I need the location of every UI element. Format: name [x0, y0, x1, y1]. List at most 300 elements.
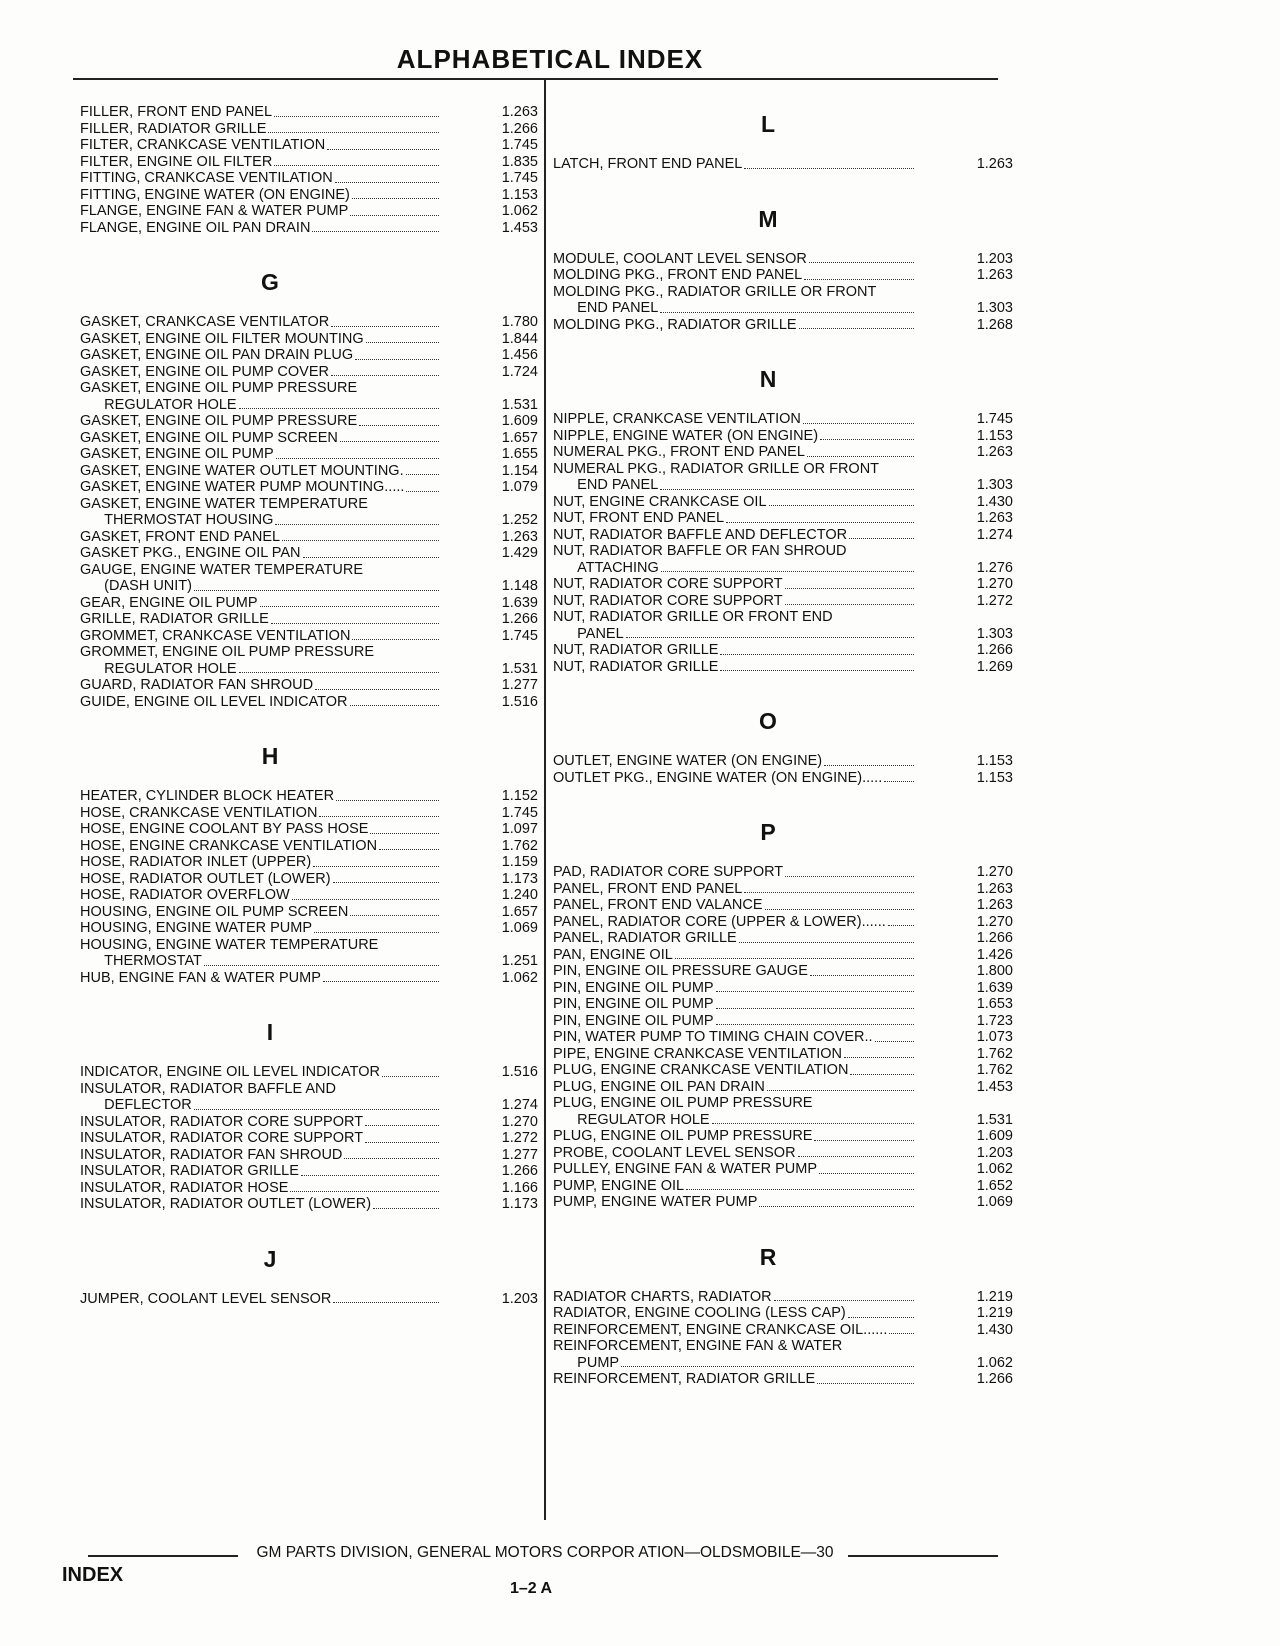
index-entry: [80, 1196, 538, 1213]
dot-leader: [340, 441, 439, 442]
entry-page-ref: 1.426: [976, 946, 1013, 963]
index-right-column: [553, 96, 1013, 1414]
index-entry: [80, 578, 538, 595]
entry-page-ref: 1.097: [501, 821, 538, 837]
entry-page-ref: 1.203: [976, 1144, 1013, 1161]
dot-leader: [336, 800, 439, 801]
index-entry: [553, 1046, 1013, 1063]
entry-page-ref: 1.272: [976, 592, 1013, 609]
entry-page-ref: 1.745: [501, 804, 538, 821]
entry-page-ref: 1.159: [501, 854, 538, 870]
dot-leader: [785, 876, 914, 877]
index-entry: [80, 661, 538, 678]
entry-page-ref: 1.263: [976, 880, 1013, 897]
entry-text: GASKET, ENGINE OIL PUMP PRESSURE: [80, 413, 358, 429]
entry-page-ref: 1.723: [976, 1012, 1013, 1029]
index-entry: [80, 104, 538, 121]
entry-page-ref: 1.252: [501, 512, 538, 528]
entry-text: HOSE, ENGINE CRANKCASE VENTILATION: [80, 837, 378, 854]
entry-text: OUTLET, ENGINE WATER (ON ENGINE): [553, 753, 823, 769]
dot-leader: [373, 1208, 439, 1209]
footer-section-label: INDEX: [62, 1564, 124, 1586]
entry-page-ref: 1.079: [501, 479, 538, 495]
index-entry: [80, 887, 538, 904]
section-letter: H: [261, 743, 279, 769]
entry-text: NUT, ENGINE CRANKCASE OIL: [553, 493, 767, 510]
index-entry: [553, 543, 1013, 560]
index-entry: [553, 156, 1013, 173]
dot-leader: [661, 571, 914, 572]
dot-leader: [798, 1156, 914, 1157]
dot-leader: [716, 1024, 914, 1025]
entry-text: FLANGE, ENGINE OIL PAN DRAIN: [80, 219, 311, 236]
index-entry: [553, 510, 1013, 527]
index-entry: [80, 170, 538, 187]
entry-text: INSULATOR, RADIATOR CORE SUPPORT: [80, 1113, 364, 1130]
dot-leader: [888, 925, 914, 926]
entry-page-ref: 1.073: [976, 1029, 1013, 1045]
entry-page-ref: 1.745: [501, 137, 538, 153]
entry-page-ref: 1.453: [976, 1078, 1013, 1095]
entry-page-ref: 1.762: [501, 837, 538, 854]
dot-leader: [819, 1173, 914, 1174]
entry-page-ref: 1.148: [501, 578, 538, 594]
index-entry: [80, 413, 538, 430]
entry-text: GROMMET, CRANKCASE VENTILATION: [80, 627, 351, 644]
entry-text: NIPPLE, CRANKCASE VENTILATION: [553, 411, 801, 427]
dot-leader: [333, 882, 439, 883]
entry-text: PIN, WATER PUMP TO TIMING CHAIN COVER..: [553, 1029, 873, 1045]
footer-rule-right: [848, 1555, 998, 1557]
dot-leader: [785, 588, 914, 589]
index-entry: [553, 881, 1013, 898]
index-entry: [80, 137, 538, 154]
index-entry: [553, 267, 1013, 284]
dot-leader: [844, 1057, 914, 1058]
index-entry: [80, 1130, 538, 1147]
index-entry: [80, 1064, 538, 1081]
section-letter: I: [266, 1019, 274, 1045]
index-entry: [553, 930, 1013, 947]
page-title: ALPHABETICAL INDEX: [396, 44, 704, 74]
index-entry: [553, 864, 1013, 881]
dot-leader: [720, 670, 914, 671]
dot-leader: [365, 1142, 439, 1143]
dot-leader: [767, 1090, 914, 1091]
entry-text: MOLDING PKG., RADIATOR GRILLE OR FRONT: [553, 283, 877, 300]
index-entry: [80, 595, 538, 612]
index-entry: [553, 593, 1013, 610]
dot-leader: [406, 474, 439, 475]
index-section: [80, 1012, 538, 1213]
index-entry: [553, 996, 1013, 1013]
dot-leader: [312, 231, 439, 232]
entry-page-ref: 1.653: [976, 996, 1013, 1012]
dot-leader: [352, 198, 439, 199]
footer-rule-left: [88, 1555, 238, 1557]
index-section: [80, 104, 538, 236]
entry-text: PANEL, RADIATOR GRILLE: [553, 930, 737, 946]
section-letter: N: [759, 366, 777, 392]
entry-text: REGULATOR HOLE: [553, 1111, 710, 1128]
index-entry: [553, 1305, 1013, 1322]
index-entry: [80, 628, 538, 645]
entry-text: HOUSING, ENGINE WATER PUMP: [80, 920, 313, 936]
index-entry: [80, 953, 538, 970]
entry-page-ref: 1.453: [501, 219, 538, 236]
entry-page-ref: 1.780: [501, 314, 538, 330]
entry-text: HOUSING, ENGINE OIL PUMP SCREEN: [80, 903, 349, 920]
index-entry: [553, 300, 1013, 317]
entry-page-ref: 1.251: [501, 953, 538, 969]
section-letter: P: [760, 819, 776, 845]
index-section: [80, 1239, 538, 1308]
index-entry: [80, 154, 538, 171]
dot-leader: [271, 623, 439, 624]
entry-text: PUMP, ENGINE OIL: [553, 1177, 685, 1194]
dot-leader: [333, 1302, 439, 1303]
dot-leader: [194, 590, 439, 591]
dot-leader: [726, 522, 914, 523]
dot-leader: [739, 942, 914, 943]
dot-leader: [292, 899, 439, 900]
entry-page-ref: 1.270: [976, 913, 1013, 930]
entry-text: FILLER, RADIATOR GRILLE: [80, 120, 267, 137]
index-section: [553, 1237, 1013, 1388]
entry-text: INSULATOR, RADIATOR HOSE: [80, 1179, 289, 1196]
entry-text: MOLDING PKG., FRONT END PANEL: [553, 267, 803, 283]
index-entry: [80, 1081, 538, 1098]
dot-leader: [268, 132, 439, 133]
index-section: [553, 199, 1013, 334]
index-entry: [553, 659, 1013, 676]
entry-page-ref: 1.263: [501, 528, 538, 545]
entry-page-ref: 1.154: [501, 462, 538, 479]
entry-text: INSULATOR, RADIATOR GRILLE: [80, 1163, 299, 1179]
entry-page-ref: 1.609: [501, 413, 538, 429]
entry-page-ref: 1.430: [976, 493, 1013, 510]
entry-text: GUIDE, ENGINE OIL LEVEL INDICATOR: [80, 693, 348, 710]
entry-text: HUB, ENGINE FAN & WATER PUMP: [80, 969, 321, 986]
dot-leader: [769, 505, 914, 506]
entry-text: GASKET, ENGINE WATER OUTLET MOUNTING.: [80, 462, 404, 479]
entry-page-ref: 1.516: [501, 693, 538, 710]
entry-page-ref: 1.276: [976, 559, 1013, 576]
entry-text: DEFLECTOR: [80, 1097, 192, 1113]
entry-text: PUMP, ENGINE WATER PUMP: [553, 1194, 758, 1210]
index-entry: [553, 428, 1013, 445]
index-entry: [553, 1161, 1013, 1178]
index-entry: [553, 1013, 1013, 1030]
entry-text: PLUG, ENGINE OIL PUMP PRESSURE: [553, 1128, 813, 1144]
dot-leader: [239, 408, 439, 409]
entry-text: OUTLET PKG., ENGINE WATER (ON ENGINE).....: [553, 769, 883, 786]
dot-leader: [313, 866, 439, 867]
dot-leader: [803, 423, 914, 424]
entry-text: THERMOSTAT HOUSING: [80, 512, 274, 528]
entry-page-ref: 1.531: [501, 660, 538, 677]
entry-page-ref: 1.153: [976, 769, 1013, 786]
index-entry: [80, 1097, 538, 1114]
entry-text: GAUGE, ENGINE WATER TEMPERATURE: [80, 561, 364, 578]
section-letter: M: [758, 205, 778, 232]
entry-text: PAN, ENGINE OIL: [553, 946, 673, 963]
dot-leader: [352, 639, 439, 640]
section-letter: R: [759, 1243, 777, 1270]
dot-leader: [807, 456, 914, 457]
dot-leader: [809, 262, 914, 263]
entry-page-ref: 1.263: [501, 104, 538, 120]
index-entry: [80, 314, 538, 331]
entry-text: GROMMET, ENGINE OIL PUMP PRESSURE: [80, 644, 375, 660]
index-entry: [80, 479, 538, 496]
column-divider: [544, 80, 546, 1520]
entry-text: GASKET PKG., ENGINE OIL PAN: [80, 545, 301, 561]
index-entry: [553, 1145, 1013, 1162]
entry-page-ref: 1.639: [976, 979, 1013, 996]
entry-text: NUT, RADIATOR GRILLE: [553, 642, 719, 658]
entry-text: REINFORCEMENT, ENGINE FAN & WATER: [553, 1338, 843, 1354]
entry-page-ref: 1.263: [976, 897, 1013, 913]
dot-leader: [370, 833, 439, 834]
entry-text: INSULATOR, RADIATOR OUTLET (LOWER): [80, 1196, 372, 1212]
entry-text: REINFORCEMENT, RADIATOR GRILLE: [553, 1371, 816, 1387]
entry-text: FLANGE, ENGINE FAN & WATER PUMP: [80, 203, 349, 219]
entry-text: NUT, RADIATOR CORE SUPPORT: [553, 592, 783, 609]
dot-leader: [327, 149, 439, 150]
entry-page-ref: 1.152: [501, 788, 538, 804]
entry-page-ref: 1.303: [976, 625, 1013, 642]
index-section: [80, 736, 538, 986]
dot-leader: [804, 279, 914, 280]
entry-text: HOSE, RADIATOR OUTLET (LOWER): [80, 870, 331, 887]
entry-page-ref: 1.266: [976, 930, 1013, 946]
dot-leader: [303, 557, 439, 558]
entry-page-ref: 1.657: [501, 903, 538, 920]
index-entry: [80, 1114, 538, 1131]
index-entry: [80, 545, 538, 562]
index-entry: [80, 529, 538, 546]
entry-page-ref: 1.835: [501, 153, 538, 170]
dot-leader: [889, 1333, 914, 1334]
entry-page-ref: 1.266: [501, 120, 538, 137]
section-letter: G: [261, 269, 279, 295]
dot-leader: [660, 312, 914, 313]
footer-page-number: 1–2 A: [510, 1580, 553, 1597]
dot-leader: [820, 439, 914, 440]
entry-page-ref: 1.069: [976, 1194, 1013, 1210]
dot-leader: [716, 991, 914, 992]
dot-leader: [344, 1158, 439, 1159]
entry-text: MOLDING PKG., RADIATOR GRILLE: [553, 316, 797, 333]
entry-text: PIN, ENGINE OIL PUMP: [553, 979, 714, 996]
entry-page-ref: 1.429: [501, 545, 538, 561]
index-entry: [80, 430, 538, 447]
entry-page-ref: 1.263: [976, 510, 1013, 526]
entry-page-ref: 1.240: [501, 887, 538, 903]
entry-page-ref: 1.153: [976, 753, 1013, 769]
entry-text: HOUSING, ENGINE WATER TEMPERATURE: [80, 936, 379, 953]
entry-page-ref: 1.062: [501, 203, 538, 219]
entry-text: END PANEL: [553, 300, 659, 316]
index-entry: [80, 512, 538, 529]
entry-text: GEAR, ENGINE OIL PUMP: [80, 594, 258, 611]
entry-page-ref: 1.800: [976, 963, 1013, 979]
entry-text: GASKET, FRONT END PANEL: [80, 528, 281, 545]
entry-text: INSULATOR, RADIATOR CORE SUPPORT: [80, 1130, 364, 1146]
dot-leader: [204, 965, 439, 966]
index-entry: [80, 677, 538, 694]
index-entry: [80, 937, 538, 954]
dot-leader: [350, 705, 439, 706]
index-entry: [80, 904, 538, 921]
entry-text: PIPE, ENGINE CRANKCASE VENTILATION: [553, 1045, 842, 1062]
dot-leader: [744, 892, 914, 893]
dot-leader: [824, 765, 914, 766]
dot-leader: [359, 425, 439, 426]
entry-page-ref: 1.745: [501, 627, 538, 644]
entry-text: PIN, ENGINE OIL PRESSURE GAUGE: [553, 963, 808, 979]
index-entry: [553, 914, 1013, 931]
entry-page-ref: 1.062: [976, 1161, 1013, 1177]
index-entry: [80, 496, 538, 513]
entry-text: FITTING, CRANKCASE VENTILATION: [80, 170, 333, 186]
dot-leader: [785, 604, 914, 605]
dot-leader: [314, 932, 439, 933]
index-entry: [553, 411, 1013, 428]
entry-page-ref: 1.277: [501, 677, 538, 693]
entry-text: PANEL, FRONT END PANEL: [553, 880, 743, 897]
index-entry: [80, 331, 538, 348]
entry-page-ref: 1.430: [976, 1321, 1013, 1338]
entry-page-ref: 1.609: [976, 1128, 1013, 1144]
entry-page-ref: 1.266: [976, 642, 1013, 658]
entry-page-ref: 1.069: [501, 920, 538, 936]
entry-page-ref: 1.270: [976, 864, 1013, 880]
dot-leader: [331, 326, 439, 327]
entry-page-ref: 1.531: [501, 396, 538, 413]
entry-text: PULLEY, ENGINE FAN & WATER PUMP: [553, 1161, 818, 1177]
entry-text: PLUG, ENGINE OIL PAN DRAIN: [553, 1078, 765, 1095]
entry-text: GASKET, ENGINE OIL PUMP SCREEN: [80, 429, 338, 446]
entry-page-ref: 1.745: [976, 411, 1013, 427]
entry-page-ref: 1.266: [501, 611, 538, 627]
entry-page-ref: 1.062: [501, 969, 538, 986]
dot-leader: [350, 915, 439, 916]
dot-leader: [315, 689, 439, 690]
section-letter: O: [759, 708, 777, 734]
entry-page-ref: 1.266: [976, 1371, 1013, 1387]
section-letter: J: [263, 1245, 277, 1272]
entry-page-ref: 1.516: [501, 1064, 538, 1080]
index-entry: [80, 347, 538, 364]
entry-text: NUT, RADIATOR BAFFLE OR FAN SHROUD: [553, 543, 847, 559]
index-entry: [80, 203, 538, 220]
dot-leader: [355, 359, 439, 360]
index-entry: [553, 1338, 1013, 1355]
index-section: [553, 104, 1013, 173]
entry-page-ref: 1.762: [976, 1062, 1013, 1078]
entry-text: NUT, RADIATOR GRILLE: [553, 658, 719, 675]
index-entry: [80, 871, 538, 888]
dot-leader: [276, 458, 439, 459]
dot-leader: [744, 168, 914, 169]
index-entry: [553, 980, 1013, 997]
dot-leader: [759, 1206, 914, 1207]
entry-text: NUT, RADIATOR CORE SUPPORT: [553, 576, 783, 592]
entry-page-ref: 1.219: [976, 1288, 1013, 1305]
entry-text: INSULATOR, RADIATOR FAN SHROUD: [80, 1146, 343, 1163]
entry-text: GASKET, ENGINE OIL PUMP PRESSURE: [80, 380, 358, 396]
dot-leader: [686, 1189, 914, 1190]
dot-leader: [301, 1175, 439, 1176]
entry-page-ref: 1.268: [976, 316, 1013, 333]
entry-page-ref: 1.531: [976, 1111, 1013, 1128]
entry-page-ref: 1.456: [501, 347, 538, 363]
dot-leader: [275, 524, 439, 525]
dot-leader: [260, 606, 439, 607]
entry-page-ref: 1.203: [976, 250, 1013, 267]
dot-leader: [849, 538, 914, 539]
entry-page-ref: 1.652: [976, 1177, 1013, 1194]
index-section: [553, 812, 1013, 1211]
entry-text: MODULE, COOLANT LEVEL SENSOR: [553, 250, 807, 267]
footer-publisher: GM PARTS DIVISION, GENERAL MOTORS CORPOR ATION—OLDSMOBILE—30: [256, 1544, 834, 1561]
entry-text: PIN, ENGINE OIL PUMP: [553, 1012, 714, 1029]
index-entry: [80, 1291, 538, 1308]
entry-text: ATTACHING: [553, 559, 659, 576]
entry-text: PUMP: [553, 1354, 620, 1371]
dot-leader: [626, 637, 914, 638]
index-entry: [553, 1095, 1013, 1112]
dot-leader: [282, 540, 439, 541]
index-entry: [553, 1322, 1013, 1339]
dot-leader: [621, 1366, 914, 1367]
entry-page-ref: 1.639: [501, 594, 538, 611]
entry-page-ref: 1.153: [976, 427, 1013, 444]
entry-text: PLUG, ENGINE OIL PUMP PRESSURE: [553, 1095, 813, 1111]
entry-text: PLUG, ENGINE CRANKCASE VENTILATION: [553, 1062, 849, 1078]
dot-leader: [319, 816, 439, 817]
entry-text: INSULATOR, RADIATOR BAFFLE AND: [80, 1080, 336, 1097]
index-left-column: [80, 104, 538, 1333]
index-entry: [80, 970, 538, 987]
dot-leader: [239, 672, 439, 673]
entry-text: PIN, ENGINE OIL PUMP: [553, 996, 714, 1012]
entry-text: RADIATOR CHARTS, RADIATOR: [553, 1288, 772, 1305]
dot-leader: [290, 1191, 439, 1192]
entry-text: NIPPLE, ENGINE WATER (ON ENGINE): [553, 427, 819, 444]
index-entry: [80, 854, 538, 871]
entry-text: THERMOSTAT: [80, 953, 202, 969]
dot-leader: [194, 1109, 439, 1110]
index-entry: [80, 364, 538, 381]
dot-leader: [774, 1300, 914, 1301]
dot-leader: [274, 165, 439, 166]
index-entry: [553, 1062, 1013, 1079]
dot-leader: [810, 975, 914, 976]
index-entry: [553, 947, 1013, 964]
entry-page-ref: 1.263: [976, 156, 1013, 172]
title-rule: [73, 78, 998, 80]
entry-text: HOSE, ENGINE COOLANT BY PASS HOSE: [80, 821, 369, 837]
entry-text: FILLER, FRONT END PANEL: [80, 104, 273, 120]
entry-text: FILTER, ENGINE OIL FILTER: [80, 153, 273, 170]
entry-text: REGULATOR HOLE: [80, 396, 237, 413]
index-entry: [553, 963, 1013, 980]
entry-page-ref: 1.166: [501, 1179, 538, 1196]
dot-leader: [875, 1041, 914, 1042]
